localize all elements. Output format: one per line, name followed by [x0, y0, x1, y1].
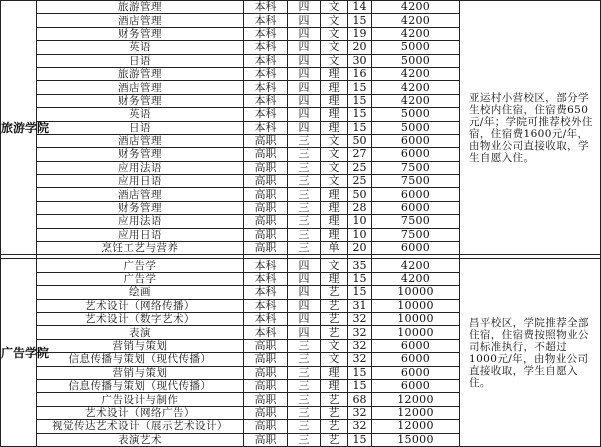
fee-cell: 15000 — [372, 433, 460, 447]
count-cell: 31 — [348, 299, 372, 312]
type-cell: 理 — [321, 379, 348, 392]
major-cell: 财务管理 — [37, 27, 244, 40]
major-cell: 日语 — [37, 54, 244, 67]
college-name-cell: 广告学院 — [1, 259, 37, 447]
count-cell: 27 — [348, 148, 372, 161]
type-cell: 理 — [321, 108, 348, 121]
major-cell: 信息传播与策划（现代传播） — [37, 353, 244, 366]
major-cell: 视觉传达艺术设计（展示艺术设计） — [37, 420, 244, 433]
type-cell: 文 — [321, 148, 348, 161]
major-cell: 旅游管理 — [37, 1, 244, 14]
level-cell: 本科 — [244, 286, 288, 299]
fee-cell: 4200 — [372, 14, 460, 27]
count-cell: 15 — [348, 366, 372, 379]
major-cell: 烹饪工艺与营养 — [37, 242, 244, 255]
fee-cell: 5000 — [372, 54, 460, 67]
level-cell: 高职 — [244, 148, 288, 161]
major-cell: 艺术设计（网络传播） — [37, 299, 244, 312]
type-cell: 理 — [321, 228, 348, 241]
years-cell: 三 — [288, 201, 321, 214]
years-cell: 三 — [288, 433, 321, 447]
fee-cell: 4200 — [372, 272, 460, 285]
level-cell: 本科 — [244, 14, 288, 27]
type-cell: 理 — [321, 94, 348, 107]
count-cell: 16 — [348, 67, 372, 80]
major-cell: 英语 — [37, 41, 244, 54]
count-cell: 25 — [348, 175, 372, 188]
type-cell: 文 — [321, 54, 348, 67]
type-cell: 文 — [321, 161, 348, 174]
major-cell: 财务管理 — [37, 148, 244, 161]
level-cell: 高职 — [244, 228, 288, 241]
level-cell: 高职 — [244, 215, 288, 228]
years-cell: 四 — [288, 299, 321, 312]
type-cell: 理 — [321, 215, 348, 228]
years-cell: 三 — [288, 175, 321, 188]
major-cell: 绘画 — [37, 286, 244, 299]
major-cell: 营销与策划 — [37, 366, 244, 379]
type-cell: 艺 — [321, 326, 348, 339]
count-cell: 50 — [348, 188, 372, 201]
level-cell: 本科 — [244, 272, 288, 285]
type-cell: 艺 — [321, 312, 348, 325]
type-cell: 单 — [321, 242, 348, 255]
fee-cell: 4200 — [372, 27, 460, 40]
major-cell: 广告学 — [37, 259, 244, 272]
count-cell: 32 — [348, 420, 372, 433]
major-cell: 信息传播与策划（现代传播） — [37, 379, 244, 392]
level-cell: 高职 — [244, 188, 288, 201]
years-cell: 四 — [288, 41, 321, 54]
type-cell: 理 — [321, 272, 348, 285]
type-cell: 理 — [321, 67, 348, 80]
level-cell: 高职 — [244, 406, 288, 419]
count-cell: 68 — [348, 393, 372, 406]
years-cell: 三 — [288, 242, 321, 255]
major-cell: 应用日语 — [37, 175, 244, 188]
fee-cell: 4200 — [372, 67, 460, 80]
type-cell: 理 — [321, 188, 348, 201]
count-cell: 32 — [348, 326, 372, 339]
fee-cell: 4200 — [372, 1, 460, 14]
major-cell: 酒店管理 — [37, 188, 244, 201]
years-cell: 三 — [288, 228, 321, 241]
count-cell: 28 — [348, 201, 372, 214]
count-cell: 10 — [348, 215, 372, 228]
count-cell: 10 — [348, 228, 372, 241]
type-cell: 艺 — [321, 433, 348, 447]
level-cell: 本科 — [244, 67, 288, 80]
level-cell: 高职 — [244, 175, 288, 188]
years-cell: 四 — [288, 286, 321, 299]
years-cell: 四 — [288, 326, 321, 339]
level-cell: 高职 — [244, 353, 288, 366]
fee-cell: 7500 — [372, 228, 460, 241]
years-cell: 三 — [288, 134, 321, 147]
count-cell: 35 — [348, 259, 372, 272]
fee-cell: 10000 — [372, 299, 460, 312]
fee-cell: 7500 — [372, 215, 460, 228]
accommodation-note-cell: 昌平校区，学院推荐全部住宿，住宿费按照物业公司标准执行，不超过1000元/年，由物业公司直接收取，学生自愿入住。 — [460, 259, 601, 447]
type-cell: 理 — [321, 81, 348, 94]
major-cell: 艺术设计（数字艺术） — [37, 312, 244, 325]
level-cell: 本科 — [244, 1, 288, 14]
table-row — [1, 1, 601, 14]
fee-cell: 4200 — [372, 94, 460, 107]
major-cell: 英语 — [37, 108, 244, 121]
fee-cell: 6000 — [372, 242, 460, 255]
years-cell: 四 — [288, 81, 321, 94]
table-row — [1, 259, 601, 272]
fee-cell: 6000 — [372, 148, 460, 161]
level-cell: 本科 — [244, 41, 288, 54]
count-cell: 14 — [348, 1, 372, 14]
level-cell: 高职 — [244, 339, 288, 352]
count-cell: 32 — [348, 353, 372, 366]
type-cell: 文 — [321, 339, 348, 352]
years-cell: 三 — [288, 161, 321, 174]
count-cell: 15 — [348, 272, 372, 285]
count-cell: 30 — [348, 54, 372, 67]
level-cell: 本科 — [244, 312, 288, 325]
fee-cell: 7500 — [372, 161, 460, 174]
level-cell: 高职 — [244, 366, 288, 379]
level-cell: 本科 — [244, 54, 288, 67]
type-cell: 艺 — [321, 406, 348, 419]
major-cell: 营销与策划 — [37, 339, 244, 352]
years-cell: 三 — [288, 393, 321, 406]
fee-cell: 12000 — [372, 406, 460, 419]
level-cell: 本科 — [244, 108, 288, 121]
years-cell: 四 — [288, 14, 321, 27]
count-cell: 32 — [348, 312, 372, 325]
type-cell: 艺 — [321, 420, 348, 433]
count-cell: 19 — [348, 27, 372, 40]
count-cell: 20 — [348, 242, 372, 255]
level-cell: 高职 — [244, 379, 288, 392]
level-cell: 本科 — [244, 27, 288, 40]
major-cell: 应用法语 — [37, 161, 244, 174]
years-cell: 四 — [288, 259, 321, 272]
major-cell: 广告学 — [37, 272, 244, 285]
count-cell: 32 — [348, 339, 372, 352]
level-cell: 高职 — [244, 201, 288, 214]
major-cell: 酒店管理 — [37, 14, 244, 27]
type-cell: 文 — [321, 259, 348, 272]
count-cell: 15 — [348, 81, 372, 94]
type-cell: 文 — [321, 14, 348, 27]
level-cell: 本科 — [244, 94, 288, 107]
type-cell: 文 — [321, 27, 348, 40]
level-cell: 高职 — [244, 134, 288, 147]
count-cell: 15 — [348, 121, 372, 134]
years-cell: 三 — [288, 188, 321, 201]
type-cell: 理 — [321, 366, 348, 379]
fee-cell: 5000 — [372, 41, 460, 54]
fee-cell: 6000 — [372, 188, 460, 201]
count-cell: 15 — [348, 379, 372, 392]
major-cell: 酒店管理 — [37, 134, 244, 147]
fee-cell: 6000 — [372, 366, 460, 379]
count-cell: 15 — [348, 94, 372, 107]
years-cell: 三 — [288, 148, 321, 161]
years-cell: 四 — [288, 54, 321, 67]
fee-cell: 6000 — [372, 201, 460, 214]
fee-cell: 12000 — [372, 420, 460, 433]
type-cell: 理 — [321, 121, 348, 134]
fee-cell: 10000 — [372, 312, 460, 325]
fee-cell: 10000 — [372, 286, 460, 299]
level-cell: 本科 — [244, 81, 288, 94]
major-cell: 财务管理 — [37, 94, 244, 107]
level-cell: 高职 — [244, 433, 288, 447]
years-cell: 三 — [288, 353, 321, 366]
fee-cell: 10000 — [372, 326, 460, 339]
type-cell: 文 — [321, 353, 348, 366]
fee-cell: 6000 — [372, 379, 460, 392]
years-cell: 四 — [288, 67, 321, 80]
type-cell: 文 — [321, 175, 348, 188]
years-cell: 四 — [288, 1, 321, 14]
years-cell: 三 — [288, 379, 321, 392]
years-cell: 四 — [288, 94, 321, 107]
major-cell: 酒店管理 — [37, 81, 244, 94]
level-cell: 本科 — [244, 121, 288, 134]
college-name-cell: 旅游学院 — [1, 1, 37, 255]
type-cell: 艺 — [321, 286, 348, 299]
level-cell: 高职 — [244, 393, 288, 406]
count-cell: 20 — [348, 41, 372, 54]
level-cell: 本科 — [244, 326, 288, 339]
count-cell: 32 — [348, 406, 372, 419]
type-cell: 理 — [321, 201, 348, 214]
fee-cell: 5000 — [372, 121, 460, 134]
major-cell: 应用法语 — [37, 215, 244, 228]
fee-cell: 6000 — [372, 353, 460, 366]
type-cell: 文 — [321, 134, 348, 147]
count-cell: 15 — [348, 286, 372, 299]
years-cell: 四 — [288, 312, 321, 325]
level-cell: 高职 — [244, 420, 288, 433]
fee-cell: 7500 — [372, 175, 460, 188]
count-cell: 25 — [348, 161, 372, 174]
level-cell: 高职 — [244, 161, 288, 174]
years-cell: 四 — [288, 108, 321, 121]
level-cell: 本科 — [244, 259, 288, 272]
major-cell: 表演艺术 — [37, 433, 244, 447]
table-body — [1, 1, 601, 447]
years-cell: 四 — [288, 27, 321, 40]
level-cell: 高职 — [244, 242, 288, 255]
major-cell: 应用日语 — [37, 228, 244, 241]
years-cell: 三 — [288, 406, 321, 419]
major-cell: 财务管理 — [37, 201, 244, 214]
count-cell: 15 — [348, 433, 372, 447]
count-cell: 50 — [348, 134, 372, 147]
type-cell: 文 — [321, 41, 348, 54]
count-cell: 15 — [348, 108, 372, 121]
years-cell: 三 — [288, 420, 321, 433]
type-cell: 艺 — [321, 393, 348, 406]
major-cell: 日语 — [37, 121, 244, 134]
type-cell: 艺 — [321, 299, 348, 312]
level-cell: 本科 — [244, 299, 288, 312]
major-cell: 表演 — [37, 326, 244, 339]
major-cell: 艺术设计（网络广告） — [37, 406, 244, 419]
fee-cell: 6000 — [372, 134, 460, 147]
fee-cell: 12000 — [372, 393, 460, 406]
years-cell: 四 — [288, 121, 321, 134]
major-cell: 广告设计与制作 — [37, 393, 244, 406]
years-cell: 三 — [288, 366, 321, 379]
fee-cell: 4200 — [372, 259, 460, 272]
major-cell: 旅游管理 — [37, 67, 244, 80]
fee-cell: 5000 — [372, 108, 460, 121]
count-cell: 15 — [348, 14, 372, 27]
type-cell: 文 — [321, 1, 348, 14]
accommodation-note-cell: 亚运村小营校区，部分学生校内住宿，住宿费650元/年；学院可推荐校外住宿，住宿费1600元/年，由物业公司直接收取，学生自愿入住。 — [460, 1, 601, 255]
years-cell: 三 — [288, 215, 321, 228]
fee-cell: 4200 — [372, 81, 460, 94]
years-cell: 四 — [288, 272, 321, 285]
fee-cell: 6000 — [372, 339, 460, 352]
years-cell: 三 — [288, 339, 321, 352]
